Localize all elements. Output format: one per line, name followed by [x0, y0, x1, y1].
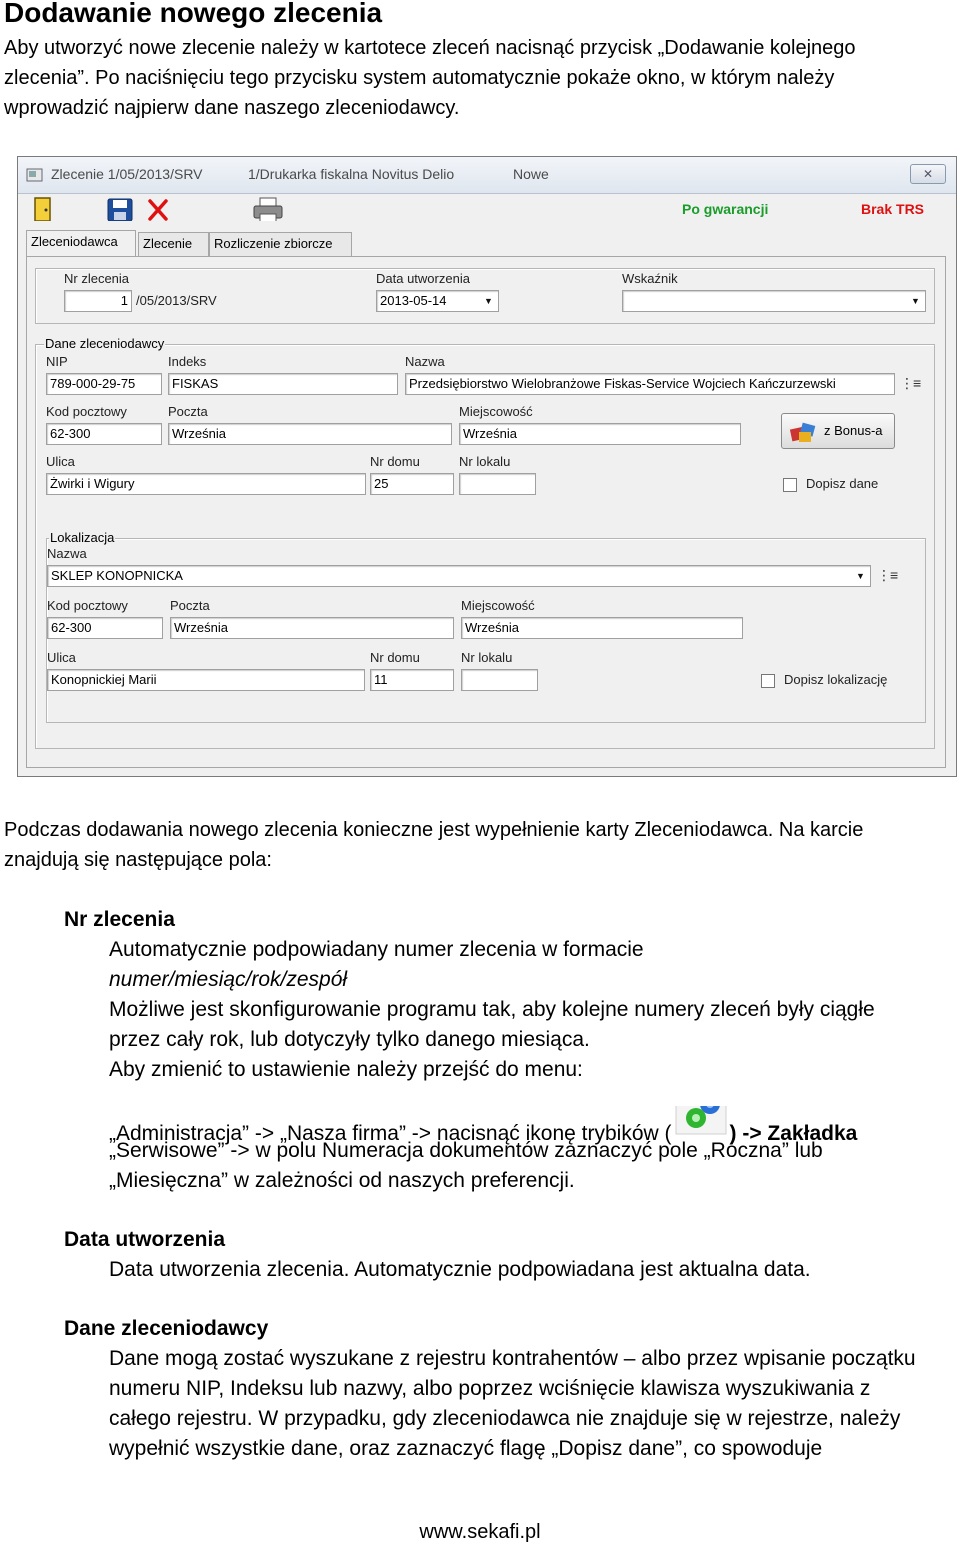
location-group-title: Lokalizacja: [50, 530, 115, 545]
search-tree-icon[interactable]: ⋮≡: [877, 567, 898, 583]
post-office-label: Poczta: [168, 404, 208, 419]
fields-intro: [4, 815, 863, 875]
location-street-input[interactable]: Konopnickiej Marii: [47, 669, 365, 691]
postal-code-input[interactable]: 62-300: [46, 423, 162, 445]
page-title: Dodawanie nowego zlecenia: [4, 0, 383, 28]
section-line: całego rejestru. W przypadku, gdy zleceniodawca nie znajduje się w rejestrze, należy: [109, 1407, 901, 1430]
index-label: Indeks: [168, 354, 207, 369]
menu-path-part: ) -> Zakładka: [729, 1122, 858, 1145]
print-icon[interactable]: [252, 197, 284, 221]
section-line: wypełnić wszystkie dane, oraz zaznaczyć flagę „Dopisz dane”, co spowoduje: [109, 1437, 823, 1460]
name-input[interactable]: Przedsiębiorstwo Wielobranżowe Fiskas-Service Wojciech Kańczurzewski: [405, 373, 895, 395]
cancel-icon[interactable]: [146, 197, 170, 221]
window-app-icon: [26, 167, 44, 183]
menu-path-part: „Administracja” -> „Nasza firma” -> nacisnąć ikonę trybików (: [109, 1122, 672, 1145]
section-body-dane: [109, 1344, 916, 1464]
nip-input[interactable]: 789-000-29-75: [46, 373, 162, 395]
menu-path-continued: [109, 1136, 823, 1196]
number-format: numer/miesiąc/rok/zespół: [109, 968, 348, 991]
intro-line: Aby utworzyć nowe zlecenie należy w kartotece zleceń nacisnąć przycisk „Dodawanie kolejnego: [4, 37, 856, 59]
fields-intro-line: znajdują się następujące pola:: [4, 849, 272, 871]
post-office-input[interactable]: Września: [168, 423, 452, 445]
location-name-select[interactable]: [47, 565, 871, 587]
nip-label: NIP: [46, 354, 68, 369]
location-postal-label: Kod pocztowy: [47, 598, 128, 613]
city-input[interactable]: Września: [459, 423, 741, 445]
created-date-label: Data utworzenia: [376, 271, 470, 286]
client-data-group-title: Dane zleceniodawcy: [45, 336, 165, 351]
window-close-button[interactable]: ✕: [910, 164, 946, 184]
indicator-select[interactable]: [622, 290, 926, 312]
section-body-data: [109, 1255, 811, 1285]
window-titlebar: [18, 157, 956, 194]
bonus-import-button[interactable]: [781, 413, 895, 449]
location-flat-input[interactable]: [461, 669, 538, 691]
location-house-label: Nr domu: [370, 650, 420, 665]
window-title-device: 1/Drukarka fiskalna Novitus Delio: [248, 166, 455, 182]
section-line: „Serwisowe” -> w polu Numeracja dokumentów zaznaczyć pole „Roczna” lub: [109, 1139, 823, 1162]
trs-status: Brak TRS: [861, 201, 925, 217]
order-number-label: Nr zlecenia: [64, 271, 130, 286]
section-line: numeru NIP, Indeksu lub nazwy, albo poprzez wciśnięcie klawisza wyszukiwania z: [109, 1377, 871, 1400]
location-postal-input[interactable]: 62-300: [47, 617, 163, 639]
section-heading-dane: Dane zleceniodawcy: [64, 1317, 269, 1340]
indicator-label: Wskaźnik: [622, 271, 678, 286]
street-label: Ulica: [46, 454, 75, 469]
tab-zlecenie[interactable]: Zlecenie: [138, 232, 209, 256]
house-number-label: Nr domu: [370, 454, 420, 469]
name-label: Nazwa: [405, 354, 445, 369]
postal-code-label: Kod pocztowy: [46, 404, 127, 419]
intro-line: zlecenia”. Po naciśnięciu tego przycisku system automatycznie pokaże okno, w którym należy: [4, 67, 835, 89]
tab-panel-zleceniodawca: [26, 256, 946, 768]
order-header-group: [35, 268, 935, 324]
footer-url[interactable]: www.sekafi.pl: [419, 1521, 541, 1543]
add-location-checkbox[interactable]: [761, 674, 775, 688]
add-client-label: Dopisz dane: [806, 476, 879, 491]
section-line: Aby zmienić to ustawienie należy przejść do menu:: [109, 1058, 583, 1081]
section-line: Automatycznie podpowiadany numer zlecenia w formacie: [109, 938, 644, 961]
save-icon[interactable]: [106, 197, 134, 221]
chevron-down-icon[interactable]: ▼: [484, 296, 493, 306]
order-number-suffix: /05/2013/SRV: [136, 293, 217, 308]
section-line: Dane mogą zostać wyszukane z rejestru kontrahentów – albo przez wpisanie początku: [109, 1347, 916, 1370]
location-post-office-label: Poczta: [170, 598, 210, 613]
section-heading-nr: Nr zlecenia: [64, 908, 175, 931]
exit-door-icon[interactable]: [32, 197, 54, 221]
section-line: „Miesięczna” w zależności od naszych preferencji.: [109, 1169, 575, 1192]
location-street-label: Ulica: [47, 650, 76, 665]
search-tree-icon[interactable]: ⋮≡: [900, 375, 921, 391]
location-city-label: Miejscowość: [461, 598, 535, 613]
location-house-input[interactable]: 11: [370, 669, 454, 691]
tab-rozliczenie-zbiorcze[interactable]: Rozliczenie zbiorcze: [209, 232, 352, 256]
warranty-status: Po gwarancji: [682, 201, 769, 217]
order-number-input[interactable]: 1: [64, 290, 132, 312]
location-name-value: SKLEP KONOPNICKA: [51, 568, 183, 583]
flat-number-label: Nr lokalu: [459, 454, 511, 469]
add-client-checkbox[interactable]: [783, 478, 797, 492]
created-date-picker[interactable]: [376, 290, 499, 312]
chevron-down-icon[interactable]: ▼: [911, 296, 920, 306]
location-name-label: Nazwa: [47, 546, 87, 561]
section-line: Data utworzenia zlecenia. Automatycznie podpowiadana jest aktualna data.: [109, 1258, 811, 1281]
section-body-nr: [109, 935, 875, 1085]
flat-number-input[interactable]: [459, 473, 536, 495]
location-flat-label: Nr lokalu: [461, 650, 513, 665]
index-input[interactable]: FISKAS: [168, 373, 398, 395]
order-window: [17, 156, 957, 777]
section-line: przez cały rok, lub dotyczyły tylko danego miesiąca.: [109, 1028, 590, 1051]
intro-line: wprowadzić najpierw dane naszego zleceniodawcy.: [4, 97, 460, 119]
client-data-group: [35, 336, 935, 749]
chevron-down-icon[interactable]: ▼: [856, 571, 865, 581]
section-line: Możliwe jest skonfigurowanie programu tak, aby kolejne numery zleceń były ciągłe: [109, 998, 875, 1021]
city-label: Miejscowość: [459, 404, 533, 419]
street-input[interactable]: Żwirki i Wigury: [46, 473, 366, 495]
tab-zleceniodawca[interactable]: Zleceniodawca: [26, 230, 136, 257]
window-title-state: Nowe: [513, 166, 549, 182]
location-city-input[interactable]: Września: [461, 617, 743, 639]
window-title-number: Zlecenie 1/05/2013/SRV: [51, 166, 203, 182]
bonus-button-label: z Bonus-a: [824, 423, 883, 438]
intro-paragraph: [4, 33, 856, 123]
section-heading-data: Data utworzenia: [64, 1228, 226, 1251]
bonus-icon: [789, 420, 819, 444]
location-group: [46, 530, 926, 723]
location-post-office-input[interactable]: Września: [170, 617, 454, 639]
created-date-value: 2013-05-14: [380, 293, 447, 308]
add-location-label: Dopisz lokalizację: [784, 672, 888, 687]
house-number-input[interactable]: 25: [370, 473, 454, 495]
fields-intro-line: Podczas dodawania nowego zlecenia konieczne jest wypełnienie karty Zleceniodawca. Na karcie: [4, 819, 864, 841]
